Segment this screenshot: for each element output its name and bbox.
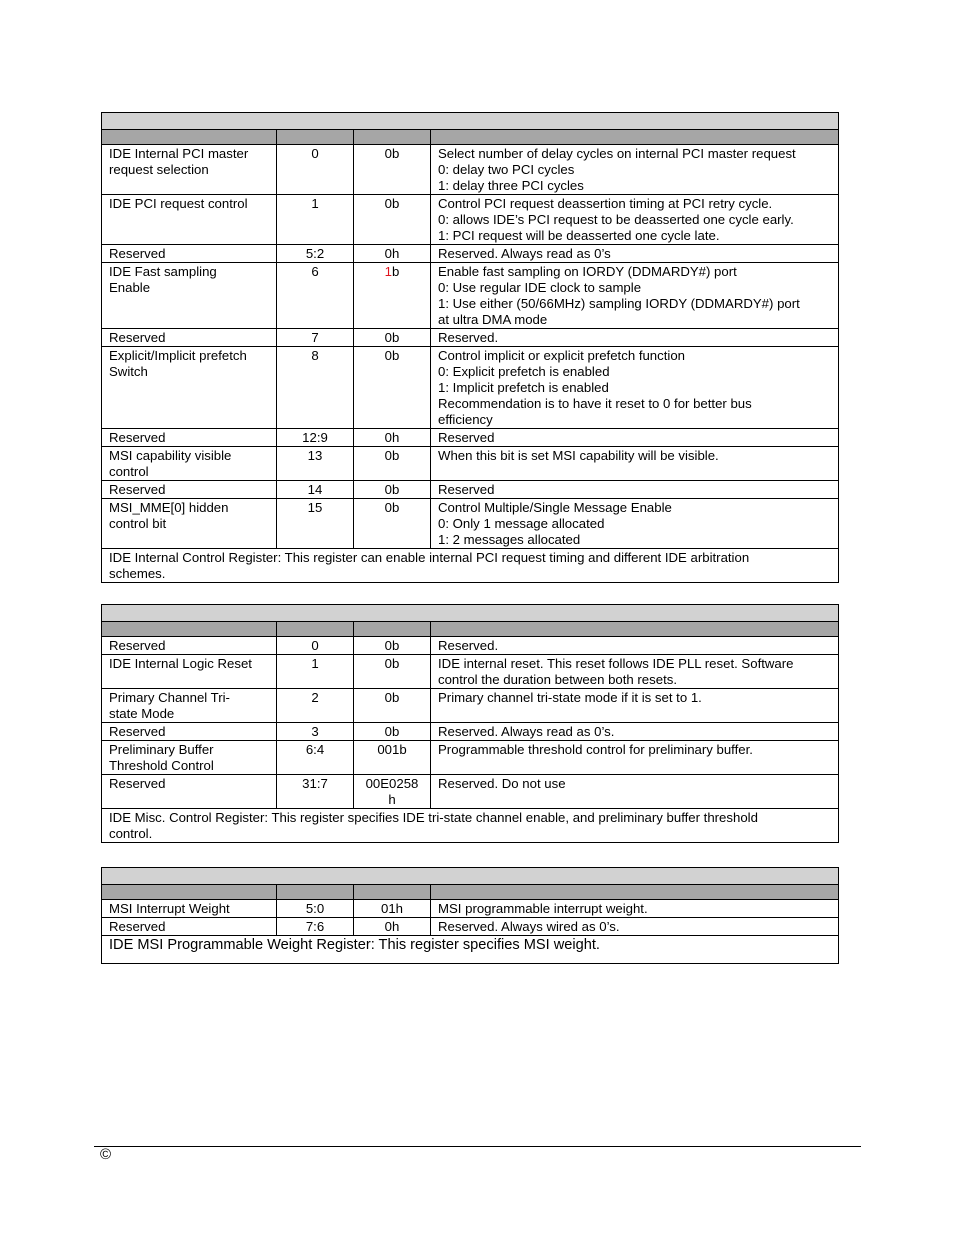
field-bits: 1 — [277, 655, 354, 689]
header-cell-description — [431, 622, 839, 637]
field-name: Reserved — [102, 637, 277, 655]
field-bits: 6:4 — [277, 741, 354, 775]
field-bits: 3 — [277, 723, 354, 741]
table-title-bar — [102, 868, 839, 885]
ide-internal-control-register-table — [101, 112, 839, 583]
header-cell-description — [431, 885, 839, 900]
field-name: Reserved — [102, 723, 277, 741]
field-bits: 5:0 — [277, 900, 354, 918]
header-cell-name — [102, 130, 277, 145]
field-description: Primary channel tri-state mode if it is set to 1. — [431, 689, 839, 723]
field-bits: 7:6 — [277, 918, 354, 936]
field-description: Control Multiple/Single Message Enable 0: Only 1 message allocated 1: 2 messages allocated — [431, 499, 839, 549]
table-row — [102, 900, 839, 918]
header-cell-default — [354, 885, 431, 900]
field-description: When this bit is set MSI capability will be visible. — [431, 447, 839, 481]
ide-msi-weight-register-table — [101, 867, 839, 964]
field-description: Reserved. — [431, 329, 839, 347]
field-bits: 14 — [277, 481, 354, 499]
field-description: IDE internal reset. This reset follows IDE PLL reset. Software control the duration between both resets. — [431, 655, 839, 689]
field-bits: 31:7 — [277, 775, 354, 809]
field-default: 0b — [354, 329, 431, 347]
table-note-row — [102, 809, 839, 843]
field-default: 0b — [354, 723, 431, 741]
field-bits: 13 — [277, 447, 354, 481]
field-name: Explicit/Implicit prefetch Switch — [102, 347, 277, 429]
field-name: IDE Fast sampling Enable — [102, 263, 277, 329]
field-name: MSI capability visible control — [102, 447, 277, 481]
field-name: IDE PCI request control — [102, 195, 277, 245]
table-row — [102, 689, 839, 723]
header-cell-bits — [277, 622, 354, 637]
table-row — [102, 195, 839, 245]
field-name: Reserved — [102, 429, 277, 447]
table-row — [102, 741, 839, 775]
table-note-row — [102, 936, 839, 964]
ide-misc-control-register-table — [101, 604, 839, 843]
field-bits: 5:2 — [277, 245, 354, 263]
field-default: 0b — [354, 689, 431, 723]
field-name: Reserved — [102, 245, 277, 263]
table-row — [102, 655, 839, 689]
header-cell-default — [354, 130, 431, 145]
field-description: Select number of delay cycles on internal PCI master request 0: delay two PCI cycles 1: delay three PCI cycles — [431, 145, 839, 195]
field-name: Reserved — [102, 775, 277, 809]
field-default: 0b — [354, 655, 431, 689]
field-description: Programmable threshold control for preliminary buffer. — [431, 741, 839, 775]
field-bits: 1 — [277, 195, 354, 245]
field-bits: 7 — [277, 329, 354, 347]
field-default-highlight: 1 — [384, 264, 392, 279]
field-name: Reserved — [102, 329, 277, 347]
field-default: 0h — [354, 429, 431, 447]
field-bits: 15 — [277, 499, 354, 549]
field-description: Reserved. Do not use — [431, 775, 839, 809]
register-description: IDE MSI Programmable Weight Register: This register specifies MSI weight. — [102, 936, 839, 964]
field-bits: 2 — [277, 689, 354, 723]
copyright-symbol: © — [100, 1146, 112, 1163]
field-default: 01h — [354, 900, 431, 918]
field-description: Reserved. — [431, 637, 839, 655]
field-description: Reserved. Always read as 0’s. — [431, 723, 839, 741]
table-row — [102, 723, 839, 741]
field-description: Reserved. Always read as 0’s — [431, 245, 839, 263]
field-default: 00E0258 h — [354, 775, 431, 809]
table-row — [102, 263, 839, 329]
table-header-row — [102, 130, 839, 145]
footer-divider — [94, 1146, 861, 1147]
field-description: MSI programmable interrupt weight. — [431, 900, 839, 918]
field-name: MSI Interrupt Weight — [102, 900, 277, 918]
register-description: IDE Internal Control Register: This register can enable internal PCI request timing and different IDE arbitration schemes. — [102, 549, 839, 583]
field-name: IDE Internal Logic Reset — [102, 655, 277, 689]
field-name: Primary Channel Tri- state Mode — [102, 689, 277, 723]
field-default: 001b — [354, 741, 431, 775]
table-title-bar — [102, 605, 839, 622]
field-default-suffix: b — [392, 264, 400, 279]
field-default: 0h — [354, 245, 431, 263]
field-description: Reserved — [431, 429, 839, 447]
table-header-row — [102, 622, 839, 637]
table-row — [102, 447, 839, 481]
table-row — [102, 499, 839, 549]
field-description: Control PCI request deassertion timing at PCI retry cycle. 0: allows IDE’s PCI request to be deasserted one cycle early. 1: PCI request will be deasserted one cycle late. — [431, 195, 839, 245]
field-name: Preliminary Buffer Threshold Control — [102, 741, 277, 775]
field-default: 0b — [354, 499, 431, 549]
table-header-row — [102, 885, 839, 900]
field-default: 0b — [354, 145, 431, 195]
header-cell-bits — [277, 885, 354, 900]
field-name: MSI_MME[0] hidden control bit — [102, 499, 277, 549]
field-description: Enable fast sampling on IORDY (DDMARDY#) port 0: Use regular IDE clock to sample 1: Use either (50/66MHz) sampling IORDY (DDMARDY#) port at ultra DMA mode — [431, 263, 839, 329]
field-bits: 6 — [277, 263, 354, 329]
header-cell-name — [102, 622, 277, 637]
table-row — [102, 329, 839, 347]
field-default: 0b — [354, 637, 431, 655]
field-name: Reserved — [102, 481, 277, 499]
field-default: 0b — [354, 195, 431, 245]
table-row — [102, 637, 839, 655]
header-cell-name — [102, 885, 277, 900]
field-default: 0b — [354, 481, 431, 499]
header-cell-default — [354, 622, 431, 637]
field-default: 0b — [354, 447, 431, 481]
table-row — [102, 775, 839, 809]
field-name: IDE Internal PCI master request selection — [102, 145, 277, 195]
field-bits: 12:9 — [277, 429, 354, 447]
field-default: 0h — [354, 918, 431, 936]
field-bits: 0 — [277, 637, 354, 655]
table-row — [102, 245, 839, 263]
table-row — [102, 429, 839, 447]
table-row — [102, 347, 839, 429]
register-description: IDE Misc. Control Register: This register specifies IDE tri-state channel enable, and preliminary buffer threshold control. — [102, 809, 839, 843]
header-cell-bits — [277, 130, 354, 145]
field-description: Control implicit or explicit prefetch function 0: Explicit prefetch is enabled 1: Implicit prefetch is enabled Recommendation is to have it reset to 0 for better bus efficiency — [431, 347, 839, 429]
field-bits: 0 — [277, 145, 354, 195]
field-description: Reserved. Always wired as 0’s. — [431, 918, 839, 936]
header-cell-description — [431, 130, 839, 145]
field-bits: 8 — [277, 347, 354, 429]
field-name: Reserved — [102, 918, 277, 936]
field-default: 0b — [354, 347, 431, 429]
table-row — [102, 481, 839, 499]
table-row — [102, 145, 839, 195]
table-title-bar — [102, 113, 839, 130]
table-row — [102, 918, 839, 936]
field-description: Reserved — [431, 481, 839, 499]
table-note-row — [102, 549, 839, 583]
field-default — [354, 263, 431, 329]
